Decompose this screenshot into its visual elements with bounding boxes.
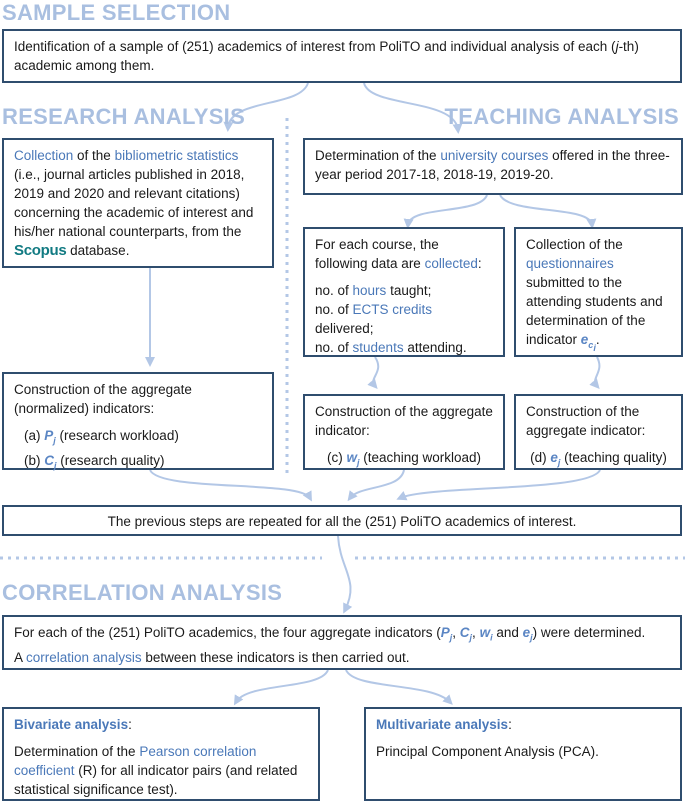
aggregate-w-box: Construction of the aggregate indicator: (c) $w_j$ (teaching workload) xyxy=(303,394,505,470)
arrow-corr-to-bivariate xyxy=(236,670,328,702)
sample-selection-box: Identification of a sample of (251) academics of interest from PoliTO and individual analysis of each (j-th) academic among them. xyxy=(2,29,682,83)
indicator-e-ci: $e_{c_i}$ xyxy=(580,332,596,353)
indicator-wi: $w_i$ xyxy=(479,625,493,643)
repeat-box: The previous steps are repeated for all the (251) PoliTO academics of interest. xyxy=(2,505,682,536)
bivariate-box: Bivariate analysis: Determination of the Pearson correlation coefficient (R) for all indicator pairs (and related statistical significance test). xyxy=(2,707,320,801)
indicator-ej: $e_j$ xyxy=(522,625,533,643)
arrow-course-to-w xyxy=(373,357,378,386)
determination-box: Determination of the university courses offered in the three-year period 2017-18, 2018-19, 2019-20. xyxy=(303,138,683,195)
arrow-quest-to-e xyxy=(595,357,599,386)
indicator-ej: $e_j$ xyxy=(550,450,561,468)
arrow-repeat-to-correlation xyxy=(338,536,351,610)
indicator-pj: $P_j$ xyxy=(44,428,56,446)
indicator-cj: $C_j$ xyxy=(44,452,57,471)
arrow-corr-to-multivariate xyxy=(346,670,450,702)
arrow-determination-to-quest xyxy=(500,195,592,225)
collection-box: Collection of the bibliometric statistics (i.e., journal articles published in 2018, 2019 and 2020 and relevant citations) concerning the academic of interest and his/her national counterparts, from the Scopus database. xyxy=(2,138,274,268)
arrow-w-to-repeat xyxy=(350,470,404,498)
indicator-wj: $w_j$ xyxy=(346,450,360,468)
heading-teaching-analysis: TEACHING ANALYSIS xyxy=(444,104,679,129)
indicator-pj: $P_j$ xyxy=(440,625,453,643)
multivariate-box: Multivariate analysis: Principal Component Analysis (PCA). xyxy=(364,707,682,801)
heading-correlation-analysis: CORRELATION ANALYSIS xyxy=(2,580,283,605)
course-data-box: For each course, the following data are collected: no. of hours taught; no. of ECTS credits delivered; no. of students attending. xyxy=(303,227,505,357)
aggregate-e-box: Construction of the aggregate indicator: (d) $e_j$ (teaching quality) xyxy=(514,394,683,470)
questionnaire-box: Collection of the questionnaires submitted to the attending students and determination of the indicator $e_{c_i}$. xyxy=(514,227,683,357)
indicator-cj: $C_j$ xyxy=(459,625,473,643)
heading-research-analysis: RESEARCH ANALYSIS xyxy=(2,104,246,129)
scopus-logo: Scopus xyxy=(14,242,67,259)
arrow-determination-to-course xyxy=(408,195,487,225)
correlation-box: For each of the (251) PoliTO academics, the four aggregate indicators ($P_j$, $C_j$, $w_i$ and $e_j$) were determined. A correlation analysis between these indicators is then carried out. xyxy=(2,615,682,670)
arrow-e-to-repeat xyxy=(400,470,600,498)
heading-sample-selection: SAMPLE SELECTION xyxy=(2,0,231,25)
aggregate-research-box: Construction of the aggregate (normalized) indicators: (a) $P_j$ (research workload) (b) $C_j$ (research quality) xyxy=(2,372,274,470)
